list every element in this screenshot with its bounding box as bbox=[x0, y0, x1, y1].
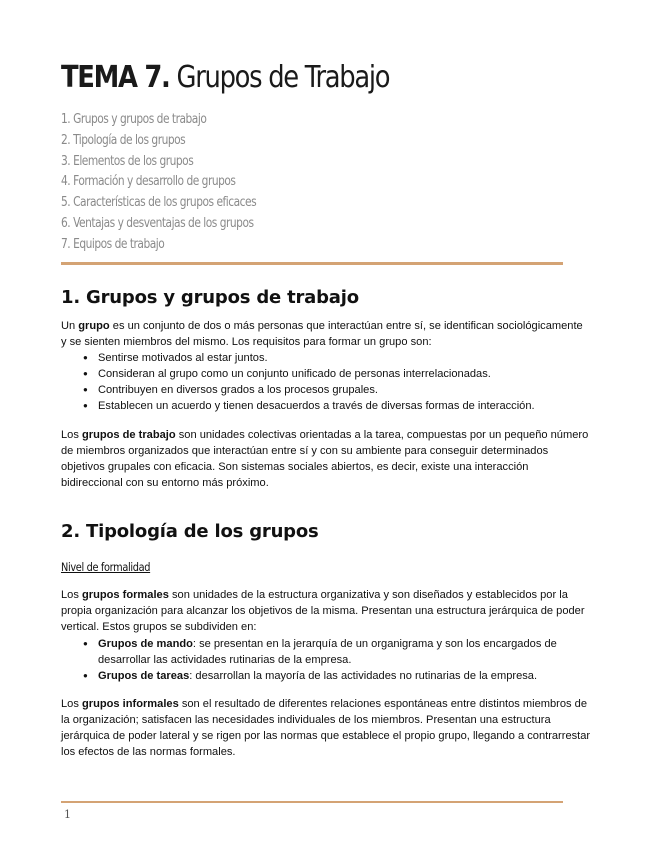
paragraph-grupos-informales: Los grupos informales son el resultado de diferentes relaciones espontáneas entre distintos miembros de la organización; satisfacen las necesidades individuales de los miembros. Presentan una estructura jerárquica de poder lateral y se rigen por las normas que establece el propio grupo, llegando a contrarrestar los efectos de las normas formales. bbox=[61, 698, 591, 758]
list-item: ● Establecen un acuerdo y tienen desacuerdos a través de diversas formas de interacción. bbox=[61, 398, 591, 414]
toc-item[interactable]: 6. Ventajas y desventajas de los grupos bbox=[61, 215, 254, 231]
title-rest: Grupos de Trabajo bbox=[169, 60, 390, 95]
title-bold: TEMA 7. bbox=[61, 60, 170, 95]
toc-item[interactable]: 7. Equipos de trabajo bbox=[61, 236, 165, 252]
subheading-nivel-formalidad: Nivel de formalidad bbox=[61, 560, 151, 574]
footer-divider bbox=[61, 801, 563, 803]
paragraph-grupo: Un grupo es un conjunto de dos o más personas que interactúan entre sí, se identifican sociológicamente y se sienten miembros del mismo. Los requisitos para formar un grupo son: bbox=[61, 320, 583, 348]
term-grupo: grupo bbox=[78, 320, 110, 332]
page-number: 1 bbox=[64, 808, 71, 821]
list-item: ● Grupos de mando: se presentan en la jerarquía de un organigrama y son los encargados de desarrollar las actividades rutinarias de la empresa. bbox=[61, 636, 591, 668]
toc-item[interactable]: 2. Tipología de los grupos bbox=[61, 132, 186, 148]
table-of-contents bbox=[61, 110, 299, 256]
list-item: ● Contribuyen en diversos grados a los procesos grupales. bbox=[61, 382, 591, 398]
section-heading-1: 1. Grupos y grupos de trabajo bbox=[61, 287, 359, 308]
term-grupos-informales: grupos informales bbox=[81, 698, 179, 710]
toc-item[interactable]: 3. Elementos de los grupos bbox=[61, 153, 194, 169]
page-title bbox=[61, 58, 389, 98]
header-divider bbox=[61, 262, 563, 265]
paragraph-grupos-de-trabajo: Los grupos de trabajo son unidades colectivas orientadas a la tarea, compuestas por un pequeño número de miembros organizados que interactúan entre sí y con su ambiente para conseguir determinados objetivos grupales con eficacia. Son sistemas sociales abiertos, es decir, existe una interacción bidireccional con su entorno más próximo. bbox=[61, 429, 589, 489]
term-grupos-formales: grupos formales bbox=[81, 589, 169, 601]
term-grupos-de-trabajo: grupos de trabajo bbox=[81, 429, 176, 441]
section-heading-2: 2. Tipología de los grupos bbox=[61, 521, 319, 542]
formal-groups-list bbox=[61, 636, 591, 684]
requirements-list bbox=[61, 350, 591, 414]
toc-item[interactable]: 5. Características de los grupos eficaces bbox=[61, 195, 257, 211]
paragraph-grupos-formales: Los grupos formales son unidades de la estructura organizativa y son diseñados y establecidos por la propia organización para alcanzar los objetivos de la misma. Presentan una estructura jerárquica de poder vertical. Estos grupos se subdividen en: bbox=[61, 589, 585, 633]
toc-item[interactable]: 4. Formación y desarrollo de grupos bbox=[61, 174, 236, 190]
list-item: ● Sentirse motivados al estar juntos. bbox=[61, 350, 591, 366]
list-item: ● Consideran al grupo como un conjunto unificado de personas interrelacionadas. bbox=[61, 366, 591, 382]
toc-item[interactable]: 1. Grupos y grupos de trabajo bbox=[61, 112, 207, 127]
list-item: ● Grupos de tareas: desarrollan la mayoría de las actividades no rutinarias de la empresa. bbox=[61, 668, 591, 684]
